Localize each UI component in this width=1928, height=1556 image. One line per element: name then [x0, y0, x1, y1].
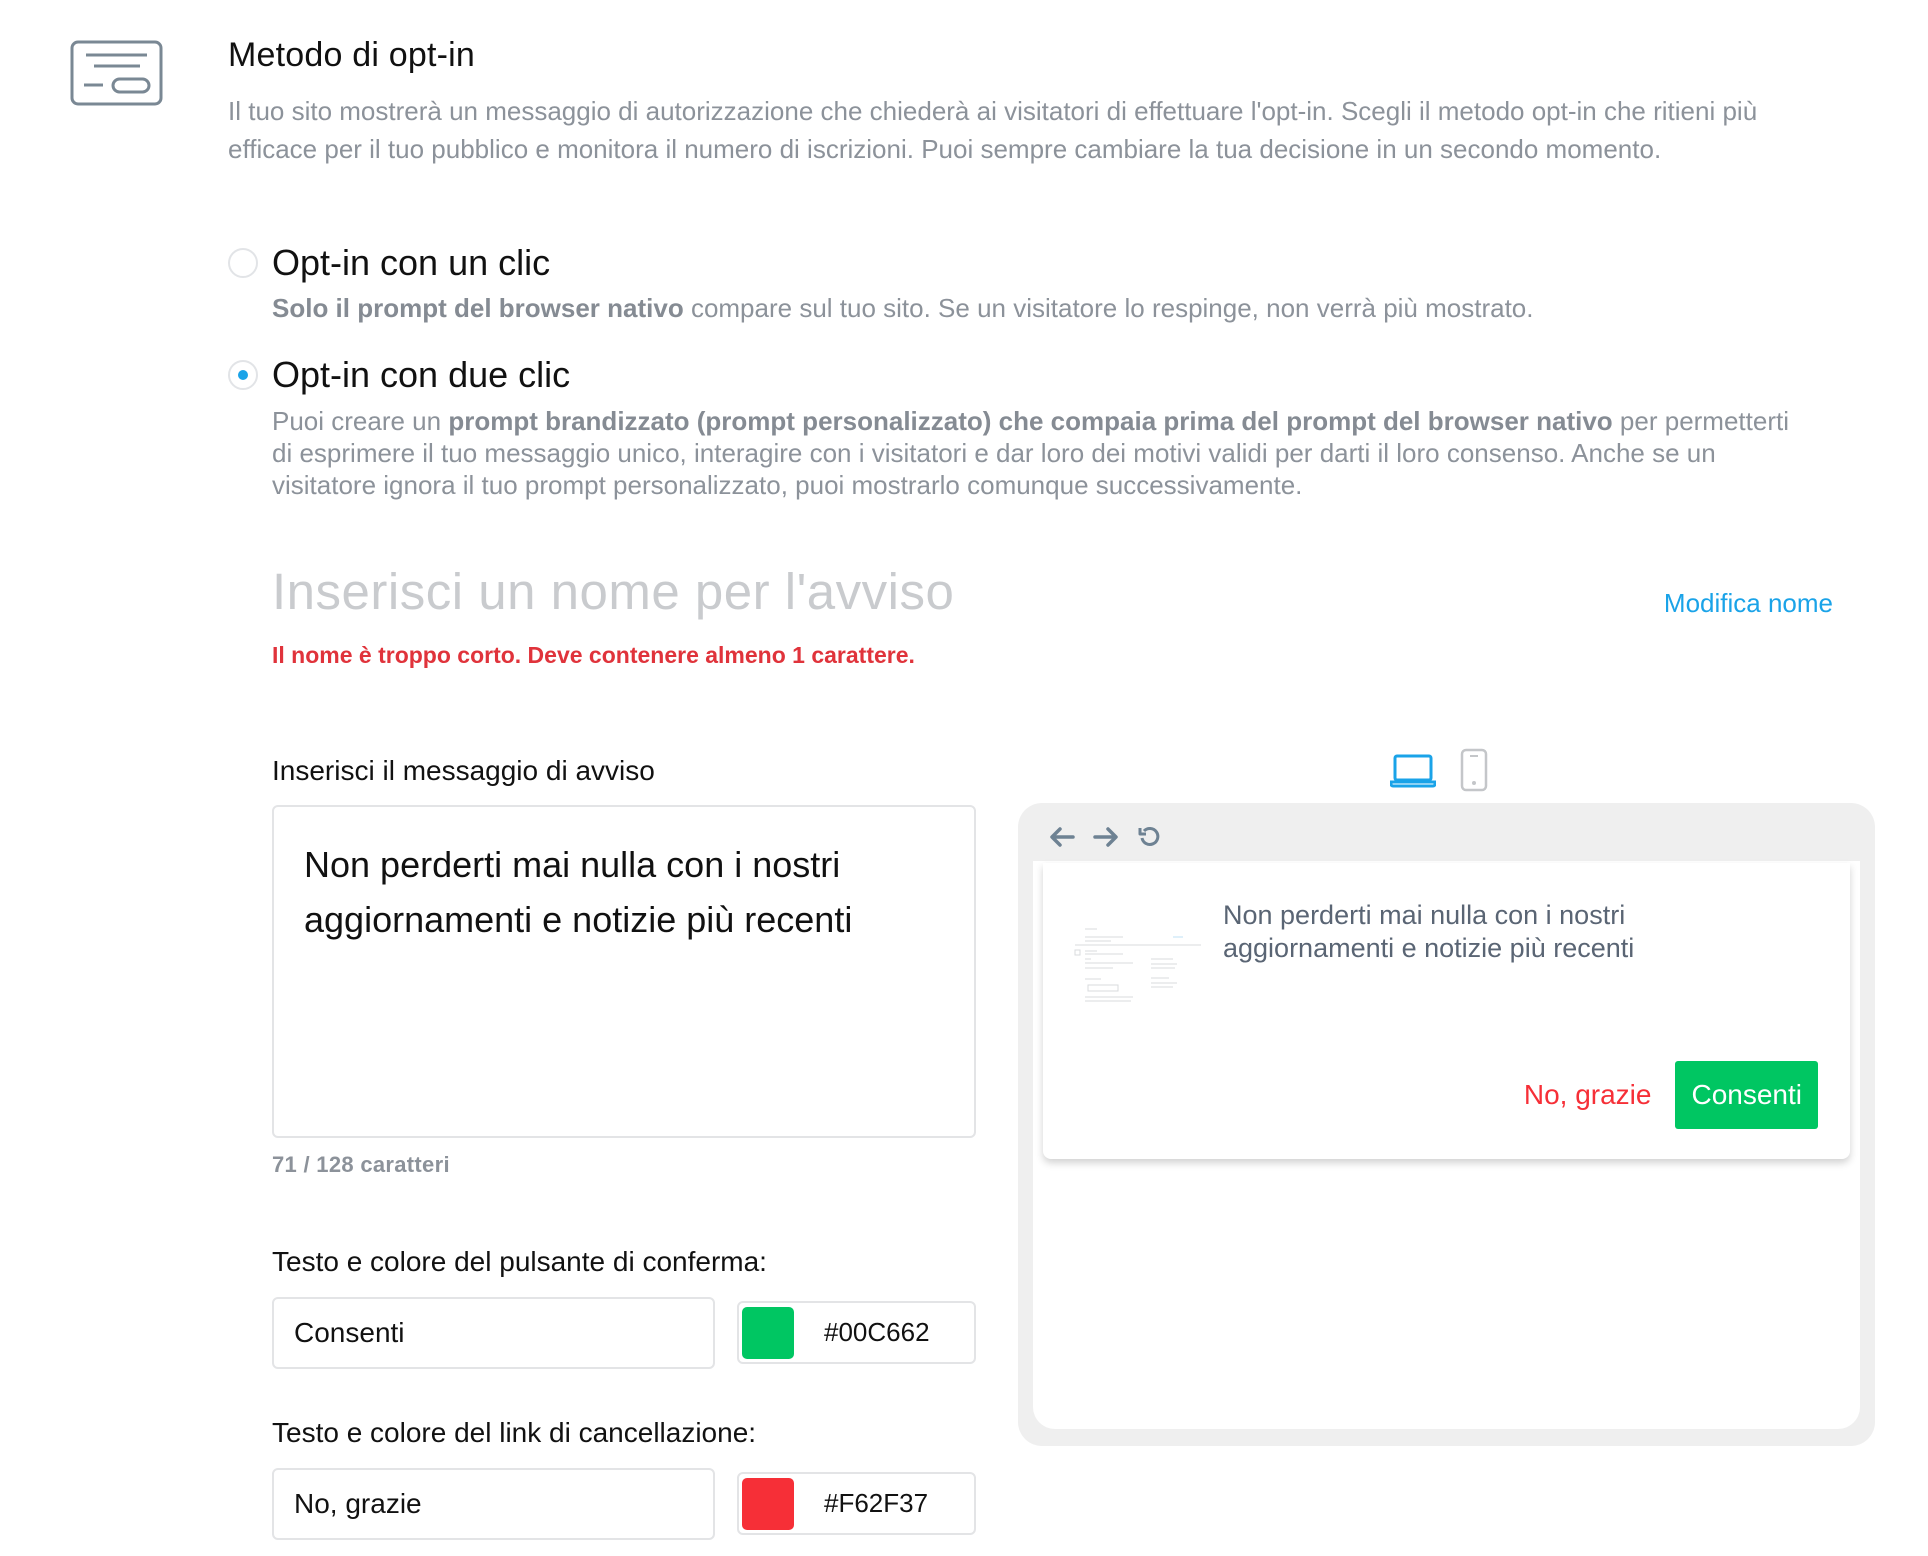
- browser-preview-frame: [1018, 803, 1875, 1446]
- reload-icon: [1138, 825, 1162, 849]
- browser-viewport: [1033, 861, 1860, 1429]
- option-two-click-description: [272, 405, 1812, 501]
- prompt-cancel-link[interactable]: No, grazie: [1523, 1079, 1652, 1110]
- site-thumbnail-image: [1073, 923, 1203, 1013]
- confirm-color-swatch[interactable]: [742, 1307, 794, 1359]
- radio-option-one-click[interactable]: [228, 242, 550, 284]
- message-textarea[interactable]: Non perderti mai nulla con i nostri aggiornamenti e notizie più recenti: [272, 805, 976, 1138]
- prompt-message-text: Non perderti mai nulla con i nostri aggiornamenti e notizie più recenti: [1223, 900, 1635, 963]
- cancel-text-input[interactable]: [272, 1468, 715, 1540]
- back-button[interactable]: [1046, 821, 1078, 853]
- radio-button-one-click[interactable]: [228, 248, 258, 278]
- desc-bold: prompt brandizzato (prompt personalizzato) che compaia prima del prompt del browser nativo: [448, 406, 1613, 436]
- radio-label-two-click: Opt-in con due clic: [272, 354, 571, 395]
- confirm-color-hex[interactable]: #00C662: [824, 1317, 930, 1347]
- desc-rest: compare sul tuo sito. Se un visitatore lo respinge, non verrà più mostrato.: [683, 293, 1534, 323]
- option-one-click-description: [272, 292, 1812, 324]
- cancel-text-value: No, grazie: [294, 1488, 422, 1519]
- forward-button[interactable]: [1090, 821, 1122, 853]
- reload-button[interactable]: [1134, 821, 1166, 853]
- cancel-color-swatch[interactable]: [742, 1478, 794, 1530]
- prompt-confirm-button[interactable]: Consenti: [1675, 1061, 1818, 1129]
- character-counter: 71 / 128 caratteri: [272, 1152, 450, 1177]
- cancel-link-label: Testo e colore del link di cancellazione:: [272, 1417, 757, 1448]
- smartphone-icon: [1460, 748, 1488, 792]
- confirm-text-value: Consenti: [294, 1317, 405, 1348]
- desc-rest: per permetterti di esprimere il tuo messaggio unico, interagire con i visitatori e dar loro dei motivi validi per darti il loro consenso. Anche se un visitatore ignora il tuo prompt personalizzato, puoi mostrarlo comunque successivamente.: [272, 406, 1789, 500]
- edit-name-link[interactable]: Modifica nome: [1663, 588, 1833, 618]
- cancel-color-picker[interactable]: [737, 1472, 976, 1535]
- radio-option-two-click[interactable]: [228, 354, 570, 396]
- laptop-icon: [1390, 754, 1436, 788]
- name-error-message: Il nome è troppo corto. Deve contenere almeno 1 carattere.: [272, 642, 915, 668]
- confirm-color-picker[interactable]: [737, 1301, 976, 1364]
- desc-pre: Puoi creare un: [272, 406, 449, 436]
- section-title: Metodo di opt-in: [228, 36, 476, 74]
- alert-name-input[interactable]: Inserisci un nome per l'avviso: [272, 563, 955, 620]
- desktop-preview-button[interactable]: [1390, 754, 1436, 793]
- custom-prompt-preview: [1043, 863, 1850, 1159]
- confirm-button-label: Testo e colore del pulsante di conferma:: [272, 1246, 767, 1277]
- mobile-preview-button[interactable]: [1460, 748, 1488, 797]
- cancel-color-hex[interactable]: #F62F37: [824, 1488, 929, 1518]
- arrow-left-icon: [1049, 826, 1075, 848]
- arrow-right-icon: [1093, 826, 1119, 848]
- prompt-actions: [1524, 1061, 1818, 1129]
- prompt-card-icon: [70, 40, 163, 106]
- desc-bold: Solo il prompt del browser nativo: [272, 293, 684, 323]
- confirm-text-input[interactable]: [272, 1297, 715, 1369]
- message-field-label: Inserisci il messaggio di avviso: [272, 755, 655, 786]
- browser-nav-bar: [1046, 821, 1166, 853]
- section-description: Il tuo sito mostrerà un messaggio di autorizzazione che chiederà ai visitatori di effettuare l'opt-in. Scegli il metodo opt-in che ritieni più efficace per il tuo pubblico e monitora il numero di iscrizioni. Puoi sempre cambiare la tua decisione in un secondo momento.: [228, 96, 1758, 164]
- radio-button-two-click[interactable]: [228, 360, 258, 390]
- radio-label-one-click: Opt-in con un clic: [272, 242, 551, 283]
